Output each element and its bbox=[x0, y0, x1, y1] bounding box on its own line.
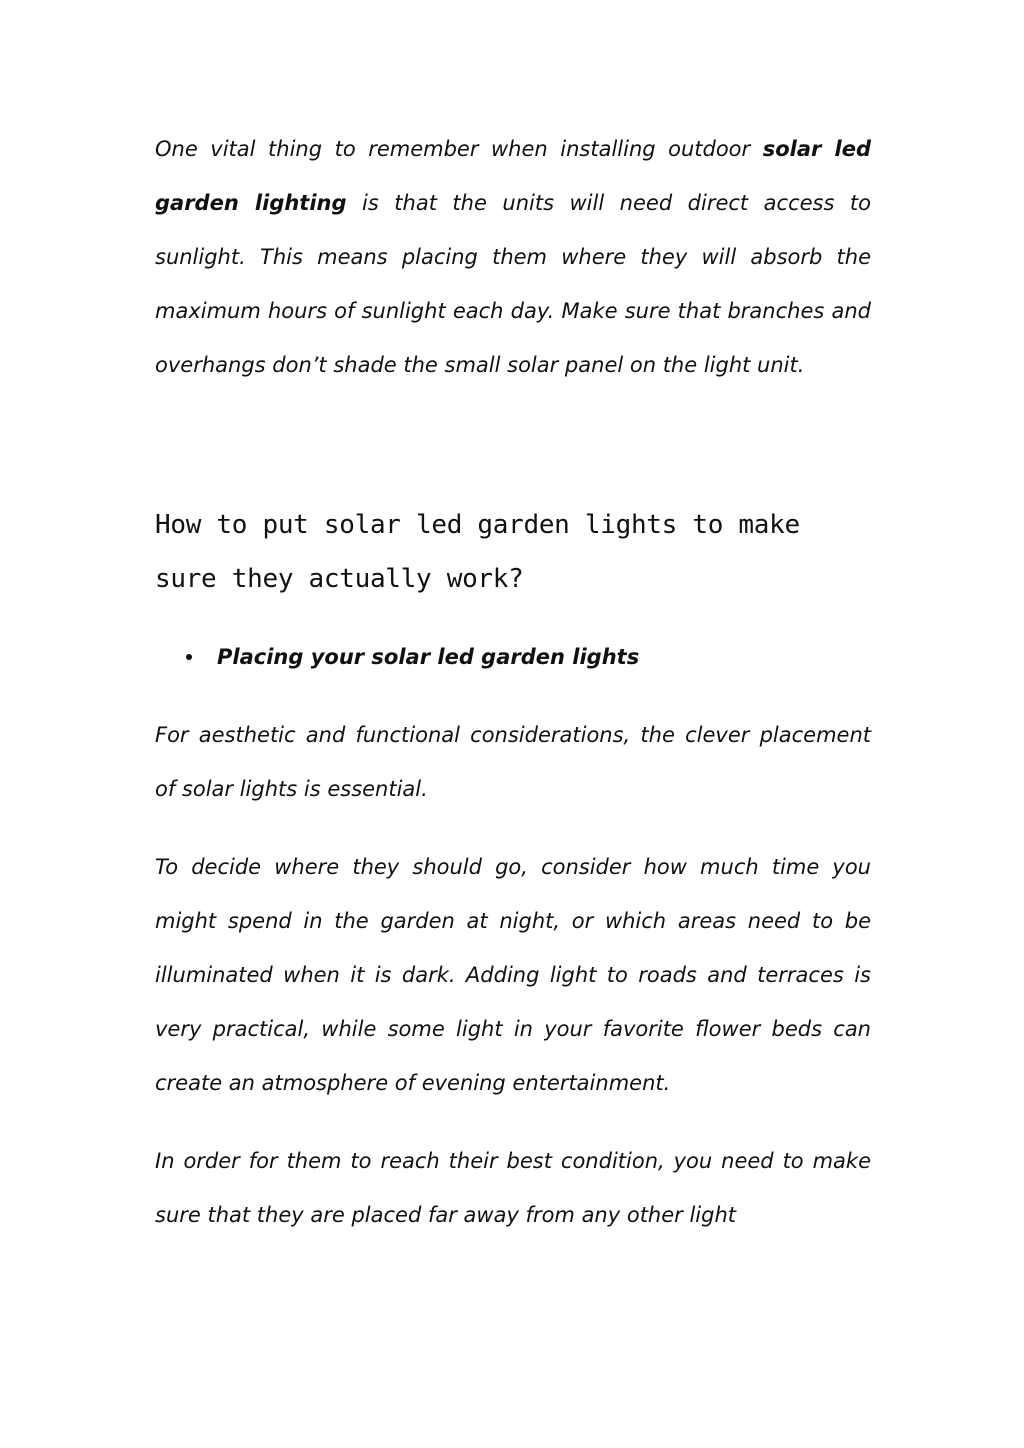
list-item bbox=[155, 630, 871, 684]
bullet-icon bbox=[186, 654, 192, 660]
location-paragraph: To decide where they should go, consider how much time you might spend in the garden at night, or which areas need to be illuminated when it is dark. Adding light to roads and terraces is very practical, while some light in your favorite flower beds can create an atmosphere of evening entertainment. bbox=[155, 855, 871, 1095]
bullet-label: Placing your solar led garden lights bbox=[217, 645, 640, 669]
placement-paragraph: For aesthetic and functional considerations, the clever placement of solar lights is essential. bbox=[155, 723, 871, 801]
section-heading: How to put solar led garden lights to make sure they actually work? bbox=[155, 510, 800, 594]
document-page bbox=[155, 122, 871, 1242]
intro-paragraph bbox=[155, 122, 871, 392]
condition-paragraph: In order for them to reach their best condition, you need to make sure that they are placed far away from any other light bbox=[155, 1149, 871, 1227]
bullet-list bbox=[155, 630, 871, 684]
intro-bold-phrase: solar led garden lighting bbox=[155, 137, 871, 215]
intro-text-start: One vital thing to remember when installing outdoor bbox=[155, 137, 763, 161]
intro-text-end: is that the units will need direct access to sunlight. This means placing them where they will absorb the maximum hours of sunlight each day. Make sure that branches and overhangs don’t shade the small solar panel on the light unit. bbox=[155, 191, 871, 377]
